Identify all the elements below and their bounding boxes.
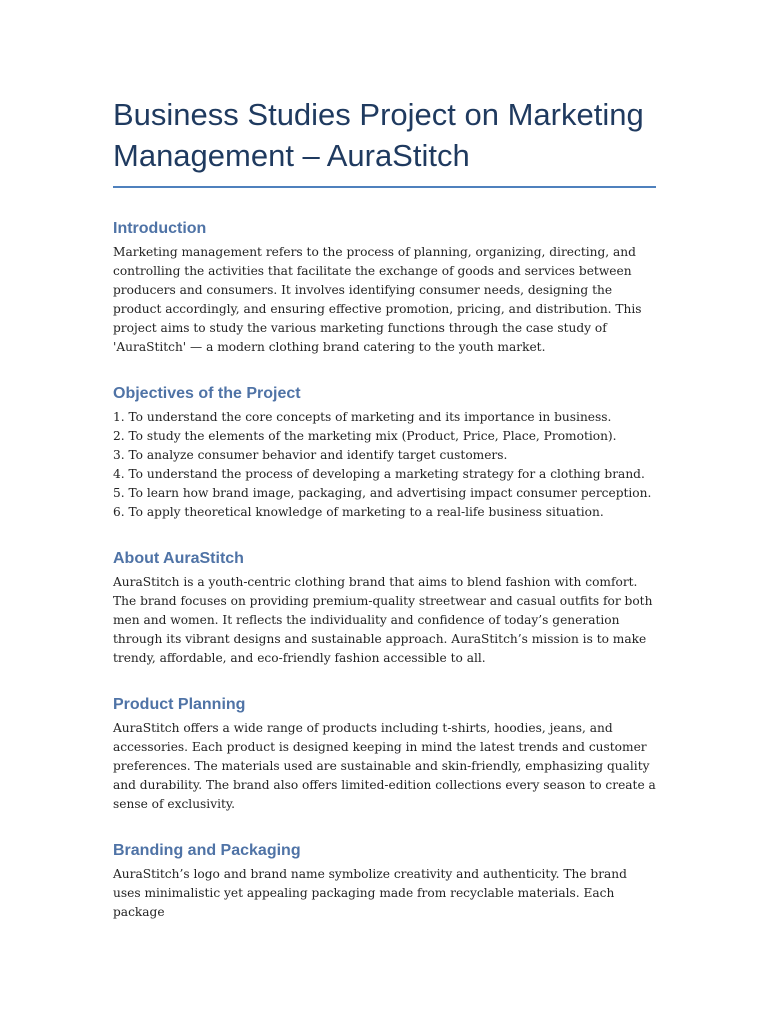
- list-item: 2. To study the elements of the marketing mix (Product, Price, Place, Promotion).: [113, 429, 617, 443]
- section-body-branding: AuraStitch’s logo and brand name symbolize creativity and authenticity. The brand uses minimalistic yet appealing packaging made from recyclable materials. Each package: [113, 867, 627, 919]
- section-heading-branding: Branding and Packaging: [113, 842, 301, 859]
- section-product-planning: [113, 694, 658, 814]
- list-item: 4. To understand the process of developing a marketing strategy for a clothing brand.: [113, 467, 645, 481]
- document-page: [113, 94, 658, 922]
- section-objectives: [113, 383, 658, 522]
- title-underline: [113, 186, 656, 188]
- section-heading-objectives: Objectives of the Project: [113, 385, 301, 402]
- section-body-introduction: Marketing management refers to the process of planning, organizing, directing, and controlling the activities that facilitate the exchange of goods and services between producers and consumers. It involves identifying consumer needs, designing the product accordingly, and ensuring effective promotion, pricing, and distribution. This project aims to study the various marketing functions through the case study of 'AuraStitch' — a modern clothing brand catering to the youth market.: [113, 245, 642, 354]
- section-introduction: [113, 218, 658, 357]
- section-heading-product-planning: Product Planning: [113, 696, 246, 713]
- section-heading-introduction: Introduction: [113, 220, 207, 237]
- section-heading-about: About AuraStitch: [113, 550, 244, 567]
- document-title: Business Studies Project on Marketing Management – AuraStitch: [113, 97, 644, 173]
- section-body-product-planning: AuraStitch offers a wide range of products including t-shirts, hoodies, jeans, and accessories. Each product is designed keeping in mind the latest trends and customer preferences. The materials used are sustainable and skin-friendly, emphasizing quality and durability. The brand also offers limited-edition collections every season to create a sense of exclusivity.: [113, 721, 656, 811]
- list-item: 5. To learn how brand image, packaging, and advertising impact consumer perception.: [113, 486, 652, 500]
- section-about: [113, 548, 658, 668]
- section-branding: [113, 840, 658, 922]
- list-item: 6. To apply theoretical knowledge of marketing to a real-life business situation.: [113, 505, 604, 519]
- list-item: 1. To understand the core concepts of marketing and its importance in business.: [113, 410, 612, 424]
- list-item: 3. To analyze consumer behavior and identify target customers.: [113, 448, 508, 462]
- section-body-about: AuraStitch is a youth-centric clothing brand that aims to blend fashion with comfort. The brand focuses on providing premium-quality streetwear and casual outfits for both men and women. It reflects the individuality and confidence of today’s generation through its vibrant designs and sustainable approach. AuraStitch’s mission is to make trendy, affordable, and eco-friendly fashion accessible to all.: [113, 575, 653, 665]
- objectives-list: [113, 408, 658, 522]
